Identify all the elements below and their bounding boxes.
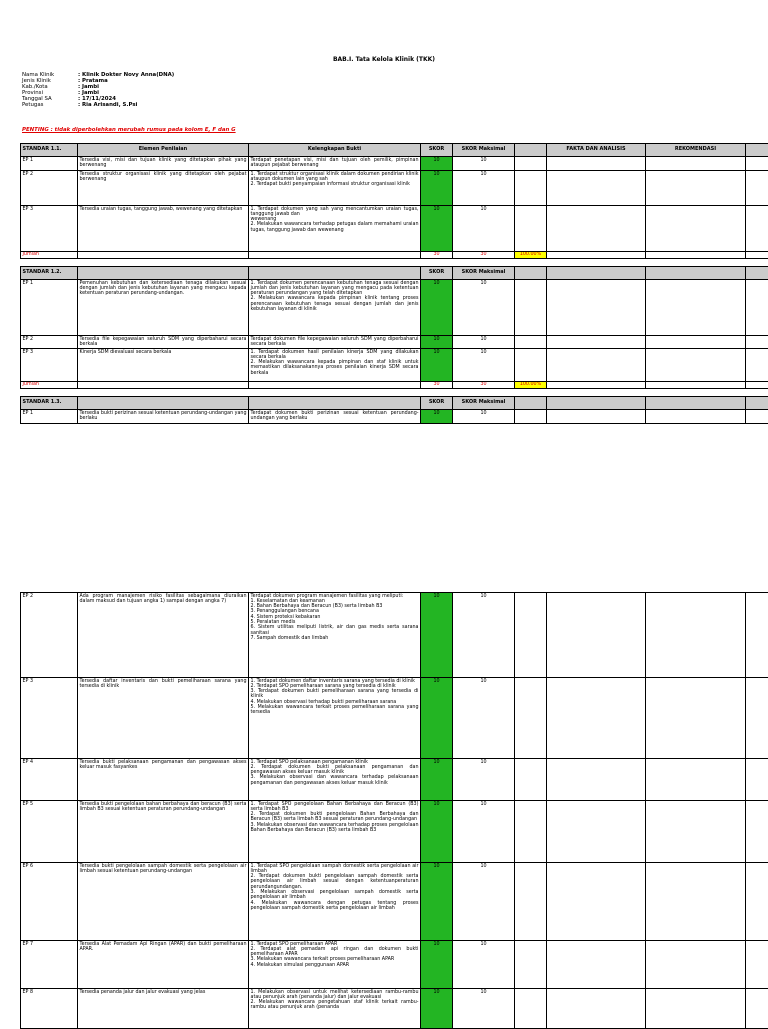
ep-cell: EP 3 (21, 678, 78, 759)
elemen-cell: Tersedia bukti pengelolaan sampah domestik serta pengelolaan air limbah sesuai ketentuan perundang-undangan (78, 863, 249, 941)
spacer-cell (746, 259, 768, 267)
elemen-cell: Tersedia bukti perizinan sesuai ketentuan perundang-undangan yang berlaku (78, 410, 249, 424)
info-value: : Jambi (78, 90, 99, 96)
info-value: : Ria Arisandi, S.Psi (78, 102, 137, 108)
elemen-cell: Kinerja SDM dievaluasi secara berkala (78, 349, 249, 382)
total-skor: 30 (421, 252, 453, 259)
total-skor-max: 30 (453, 382, 515, 389)
ep-cell: EP 2 (21, 593, 78, 678)
spacer-cell (21, 259, 78, 267)
extra-cell (746, 349, 768, 382)
ep-cell: EP 5 (21, 801, 78, 863)
skor-cell: 10 (421, 171, 453, 206)
fakta-cell (547, 157, 646, 171)
skor-cell: 10 (421, 410, 453, 424)
bukti-cell: 1. Terdapat SPO pengelolaan sampah domestik serta pengelolaan air limbah 2. Terdapat dokumen bukti pengelolaan sampah domestik serta pengelolaan air limbah sesuai dengan ketentuanperaturan perundangundangan. 3. Melakukan observasi pengelolaan sampah domestik serta pengelolaan air limbah 4. Melakukan wawancara dengan petugas tentang proses pengelolaan sampah domestik serta pengelolaan air limbah (249, 863, 421, 941)
extra-cell (746, 678, 768, 759)
table-row (21, 801, 768, 863)
total-skor: 30 (421, 382, 453, 389)
bukti-cell: 1. Terdapat dokumen yang sah yang mencantumkan uraian tugas, tanggung jawab dan wewenang 2. Melakukan wawancara terhadap petugas dalam memahami uraian tugas, tanggung jawab dan wewenang (249, 206, 421, 252)
skor-max-cell: 10 (453, 593, 515, 678)
extra-cell (746, 280, 768, 336)
elemen-cell: Tersedia bukti pelaksanaan pengamanan dan pengawasan akses keluar masuk fasyankes (78, 759, 249, 801)
info-value: : 17/11/2024 (78, 96, 116, 102)
header-blank (515, 267, 547, 280)
skor-cell: 10 (421, 336, 453, 349)
spacer-cell (746, 389, 768, 397)
rekomendasi-cell (646, 593, 746, 678)
ep-cell: EP 1 (21, 280, 78, 336)
rekomendasi-cell (646, 171, 746, 206)
bukti-cell: Terdapat penetapan visi, misi dan tujuan oleh pemilik, pimpinan ataupun pejabat berwenang (249, 157, 421, 171)
fakta-cell (547, 941, 646, 989)
important-note: PENTING : tidak diperbolehkan merubah rumus pada kolom E, F dan G (22, 127, 236, 133)
bukti-cell: 1. Terdapat SPO pemeliharaan APAR 2. Terdapat alat pemadam api ringan dan dokumen bukti pemeliharaan APAR 3. Melakukan wawancara terkait proses pemeliharaan APAR 4. Melakukan simulasi penggunaan APAR (249, 941, 421, 989)
skor-cell: 10 (421, 759, 453, 801)
extra-cell (746, 801, 768, 863)
spacer-cell (21, 389, 78, 397)
fakta-cell (547, 678, 646, 759)
bukti-cell: Terdapat dokumen file kepegawaian seluruh SDM yang diperbaharui secara berkala (249, 336, 421, 349)
header-bukti (249, 397, 421, 410)
ep-cell: EP 8 (21, 989, 78, 1029)
fakta-cell (547, 349, 646, 382)
skor-cell: 10 (421, 989, 453, 1029)
spacer-cell (421, 389, 453, 397)
extra-cell (746, 171, 768, 206)
extra-cell (746, 157, 768, 171)
skor-max-cell: 10 (453, 801, 515, 863)
extra-cell (746, 989, 768, 1029)
header-skor: SKOR (421, 397, 453, 410)
pct-cell (515, 989, 547, 1029)
rekomendasi-cell (646, 206, 746, 252)
elemen-cell: Tersedia penanda jalur dan jalur evakuasi yang jelas (78, 989, 249, 1029)
elemen-cell: Ada program manajemen risiko fasilitas sebagaimana diuraikan dalam maksud dan tujuan angka 1) sampai dengan angka 7) (78, 593, 249, 678)
bukti-cell: 1. Terdapat struktur organisasi klinik dalam dokumen pendirian klinik ataupun dokumen lain yang sah 2. Terdapat bukti penyampaian informasi struktur organisasi klinik (249, 171, 421, 206)
skor-max-cell: 10 (453, 941, 515, 989)
info-label: Provinsi (22, 90, 78, 96)
header-elemen: Elemen Penilaian (78, 144, 249, 157)
fakta-cell (547, 206, 646, 252)
spacer-cell (646, 389, 746, 397)
spacer-cell (547, 389, 646, 397)
table-row (21, 157, 768, 171)
document-title: BAB.I. Tata Kelola Klinik (TKK) (0, 56, 768, 63)
bukti-cell: 1. Terdapat dokumen hasil penilaian kinerja SDM yang dilakukan secara berkala 2. Melakukan wawancara kepada pimpinan dan staf klinik untuk memastikan dilaksanakannya proses penilaian kinerja SDM secara berkala (249, 349, 421, 382)
rekomendasi-cell (646, 349, 746, 382)
extra-cell (746, 206, 768, 252)
pct-cell (515, 678, 547, 759)
pct-cell (515, 801, 547, 863)
skor-cell: 10 (421, 863, 453, 941)
ep-cell: EP 7 (21, 941, 78, 989)
rekomendasi-cell (646, 678, 746, 759)
ep-cell: EP 4 (21, 759, 78, 801)
table-row (21, 941, 768, 989)
skor-max-cell: 10 (453, 206, 515, 252)
table-row (21, 863, 768, 941)
table-row (21, 989, 768, 1029)
header-fakta (547, 267, 646, 280)
header-blank (515, 144, 547, 157)
skor-max-cell: 10 (453, 863, 515, 941)
bukti-cell: Terdapat dokumen program manajemen fasilitas yang meliputi: 1. Keselamatan dan keamanan 2. Bahan Berbahaya dan Beracun (B3) serta limbah B3 3. Penanggulangan bencana 4. Sistem proteksi kebakaran 5. Peralatan medis 6. Sistem utilitas meliputi listrik, air dan gas medis serta sarana sanitasi 7. Sampah domestik dan limbah (249, 593, 421, 678)
table-row (21, 678, 768, 759)
table-row (21, 280, 768, 336)
fakta-cell (547, 280, 646, 336)
info-label: Nama Klinik (22, 72, 78, 78)
header-skor-max: SKOR Maksimal (453, 267, 515, 280)
skor-max-cell: 10 (453, 410, 515, 424)
header-rekomendasi (646, 267, 746, 280)
rekomendasi-cell (646, 863, 746, 941)
table-row (21, 171, 768, 206)
fakta-cell (547, 801, 646, 863)
bukti-cell: 1. Terdapat SPO pelaksanaan pengamanan klinik 2. Terdapat dokumen bukti pelaksanaan pengamanan dan pengawasan akses keluar masuk klinik 3. Melakukan observasi dan wawancara terhadap pelaksanaan pengamanan dan pengawasan akses keluar masuk klinik (249, 759, 421, 801)
ep-cell: EP 1 (21, 157, 78, 171)
total-blank (646, 252, 746, 259)
fakta-cell (547, 759, 646, 801)
rekomendasi-cell (646, 336, 746, 349)
extra-cell (746, 336, 768, 349)
total-blank (78, 252, 249, 259)
info-label: Tanggal SA (22, 96, 78, 102)
spacer-row (21, 389, 768, 397)
skor-cell: 10 (421, 593, 453, 678)
total-percent: 100.00% (515, 382, 547, 389)
fakta-cell (547, 593, 646, 678)
fakta-cell (547, 410, 646, 424)
header-elemen (78, 267, 249, 280)
skor-max-cell: 10 (453, 759, 515, 801)
info-value: : Jambi (78, 84, 99, 90)
skor-max-cell: 10 (453, 336, 515, 349)
total-blank (78, 382, 249, 389)
pct-cell (515, 941, 547, 989)
total-skor-max: 30 (453, 252, 515, 259)
elemen-cell: Pemenuhan kebutuhan dan ketersediaan tenaga dilakukan sesuai dengan jumlah dan jenis kebutuhan layanan yang mengacu kepada ketentuan peraturan perundang-undangan. (78, 280, 249, 336)
info-label: Kab./Kota (22, 84, 78, 90)
header-extra (746, 144, 768, 157)
fakta-cell (547, 989, 646, 1029)
extra-cell (746, 593, 768, 678)
total-blank (746, 252, 768, 259)
info-row (22, 102, 174, 108)
extra-cell (746, 759, 768, 801)
skor-cell: 10 (421, 349, 453, 382)
header-rekomendasi: REKOMENDASI (646, 144, 746, 157)
spacer-cell (515, 259, 547, 267)
header-fakta: FAKTA DAN ANALISIS (547, 144, 646, 157)
header-skor: SKOR (421, 144, 453, 157)
assessment-table (20, 143, 768, 424)
pct-cell (515, 171, 547, 206)
spacer-cell (646, 259, 746, 267)
extra-cell (746, 863, 768, 941)
total-blank (746, 382, 768, 389)
pct-cell (515, 206, 547, 252)
header-skor-max: SKOR Maksimal (453, 144, 515, 157)
spacer-row (21, 259, 768, 267)
ep-cell: EP 1 (21, 410, 78, 424)
info-value: : Klinik Dokter Novy Anna(DNA) (78, 72, 174, 78)
skor-max-cell: 10 (453, 989, 515, 1029)
skor-cell: 10 (421, 280, 453, 336)
pct-cell (515, 280, 547, 336)
elemen-cell: Tersedia file kepegawaian seluruh SDM yang diperbaharui secara berkala (78, 336, 249, 349)
total-blank (249, 252, 421, 259)
bukti-cell: 1. Terdapat SPO pengelolaan Bahan Berbahaya dan Beracun (B3) serta limbah B3 2. Terdapat dokumen bukti pengelolaan Bahan Berbahaya dan Beracun (B3) serta limbah B3 sesuai peraturan perundang-undangan 3. Melakukan observasi dan wawancara terhadap proses pengelolaan Bahan Berbahaya dan Beracun (B3) serta limbah B3 (249, 801, 421, 863)
spacer-cell (453, 389, 515, 397)
bukti-cell: 1. Terdapat dokumen daftar inventaris sarana yang tersedia di klinik 2. Terdapat SPO pemeliharaan sarana yang tersedia di klinik 3. Terdapat dokumen bukti pemeliharaan sarana yang tersedia di klinik 4. Melakukan observasi terhadap bukti pemeliharaan sarana 5. Melakukan wawancara terkait proses pemeliharaan sarana yang tersedia (249, 678, 421, 759)
skor-max-cell: 10 (453, 349, 515, 382)
header-bukti: Kelengkapan Bukti (249, 144, 421, 157)
info-label: Petugas (22, 102, 78, 108)
table-row (21, 336, 768, 349)
rekomendasi-cell (646, 280, 746, 336)
rekomendasi-cell (646, 759, 746, 801)
assessment-table-continued (20, 592, 768, 1029)
fakta-cell (547, 863, 646, 941)
bukti-cell: Terdapat dokumen bukti perizinan sesuai ketentuan perundang-undangan yang berlaku (249, 410, 421, 424)
clinic-info (22, 72, 174, 109)
standard-label: STANDAR 1.3. (21, 397, 78, 410)
header-bukti (249, 267, 421, 280)
info-label: Jenis Klinik (22, 78, 78, 84)
elemen-cell: Tersedia uraian tugas, tanggung jawab, wewenang yang ditetapkan (78, 206, 249, 252)
extra-cell (746, 410, 768, 424)
standard-label: STANDAR 1.1. (21, 144, 78, 157)
pct-cell (515, 410, 547, 424)
skor-cell: 10 (421, 678, 453, 759)
spacer-cell (249, 259, 421, 267)
header-elemen (78, 397, 249, 410)
total-blank (547, 382, 646, 389)
table-row (21, 593, 768, 678)
skor-max-cell: 10 (453, 157, 515, 171)
spacer-cell (78, 389, 249, 397)
fakta-cell (547, 336, 646, 349)
spacer-cell (547, 259, 646, 267)
total-label: Jumlah (21, 252, 78, 259)
header-skor-max: SKOR Maksimal (453, 397, 515, 410)
total-blank (547, 252, 646, 259)
spacer-cell (515, 389, 547, 397)
spacer-cell (78, 259, 249, 267)
rekomendasi-cell (646, 801, 746, 863)
rekomendasi-cell (646, 989, 746, 1029)
skor-max-cell: 10 (453, 171, 515, 206)
rekomendasi-cell (646, 157, 746, 171)
skor-max-cell: 10 (453, 280, 515, 336)
spacer-cell (453, 259, 515, 267)
table-row (21, 410, 768, 424)
info-value: : Pratama (78, 78, 108, 84)
header-fakta (547, 397, 646, 410)
elemen-cell: Tersedia daftar inventaris dan bukti pemeliharaan sarana yang tersedia di klinik (78, 678, 249, 759)
header-rekomendasi (646, 397, 746, 410)
total-row (21, 252, 768, 259)
skor-cell: 10 (421, 801, 453, 863)
ep-cell: EP 3 (21, 349, 78, 382)
spacer-cell (421, 259, 453, 267)
pct-cell (515, 349, 547, 382)
pct-cell (515, 759, 547, 801)
table-row (21, 759, 768, 801)
skor-cell: 10 (421, 157, 453, 171)
pct-cell (515, 863, 547, 941)
rekomendasi-cell (646, 941, 746, 989)
header-skor: SKOR (421, 267, 453, 280)
bukti-cell: 1. Terdapat dokumen perencanaan kebutuhan tenaga sesuai dengan jumlah dan jenis kebutuhan layanan yang mengacu pada ketentuan peraturan perundangan yang telah ditetapkan 2. Melakukan wawancara kepada pimpinan klinik tentang proses perencanaan kebutuhan tenaga sesuai dengan jumlah dan jenis kebutuhan layanan di klinik (249, 280, 421, 336)
skor-max-cell: 10 (453, 678, 515, 759)
pct-cell (515, 336, 547, 349)
total-blank (249, 382, 421, 389)
total-percent: 100.00% (515, 252, 547, 259)
skor-cell: 10 (421, 206, 453, 252)
header-extra (746, 397, 768, 410)
bukti-cell: 1. Melakukan observasi untuk melihat ketersediaan rambu-rambu atau penunjuk arah (penanda jalur) dan jalur evakuasi 2. Melakukan wawancara pengetahuan staf klinik terkait rambu-rambu atau penunjuk arah (penanda (249, 989, 421, 1029)
header-blank (515, 397, 547, 410)
total-row (21, 382, 768, 389)
ep-cell: EP 2 (21, 336, 78, 349)
pct-cell (515, 593, 547, 678)
pct-cell (515, 157, 547, 171)
standard-header-row (21, 144, 768, 157)
spacer-cell (249, 389, 421, 397)
elemen-cell: Tersedia struktur organisasi klinik yang ditetapkan oleh pejabat berwenang (78, 171, 249, 206)
ep-cell: EP 3 (21, 206, 78, 252)
standard-label: STANDAR 1.2. (21, 267, 78, 280)
total-label: Jumlah (21, 382, 78, 389)
rekomendasi-cell (646, 410, 746, 424)
ep-cell: EP 6 (21, 863, 78, 941)
header-extra (746, 267, 768, 280)
table-row (21, 206, 768, 252)
extra-cell (746, 941, 768, 989)
standard-header-row (21, 267, 768, 280)
standard-header-row (21, 397, 768, 410)
elemen-cell: Tersedia bukti pengelolaan bahan berbahaya dan beracun (B3) serta limbah B3 sesuai ketentuan peraturan perundang-undangan (78, 801, 249, 863)
skor-cell: 10 (421, 941, 453, 989)
elemen-cell: Tersedia Alat Pemadam Api Ringan (APAR) dan bukti pemeliharaan APAR. (78, 941, 249, 989)
fakta-cell (547, 171, 646, 206)
total-blank (646, 382, 746, 389)
table-row (21, 349, 768, 382)
elemen-cell: Tersedia visi, misi dan tujuan klinik yang ditetapkan pihak yang berwenang (78, 157, 249, 171)
ep-cell: EP 2 (21, 171, 78, 206)
